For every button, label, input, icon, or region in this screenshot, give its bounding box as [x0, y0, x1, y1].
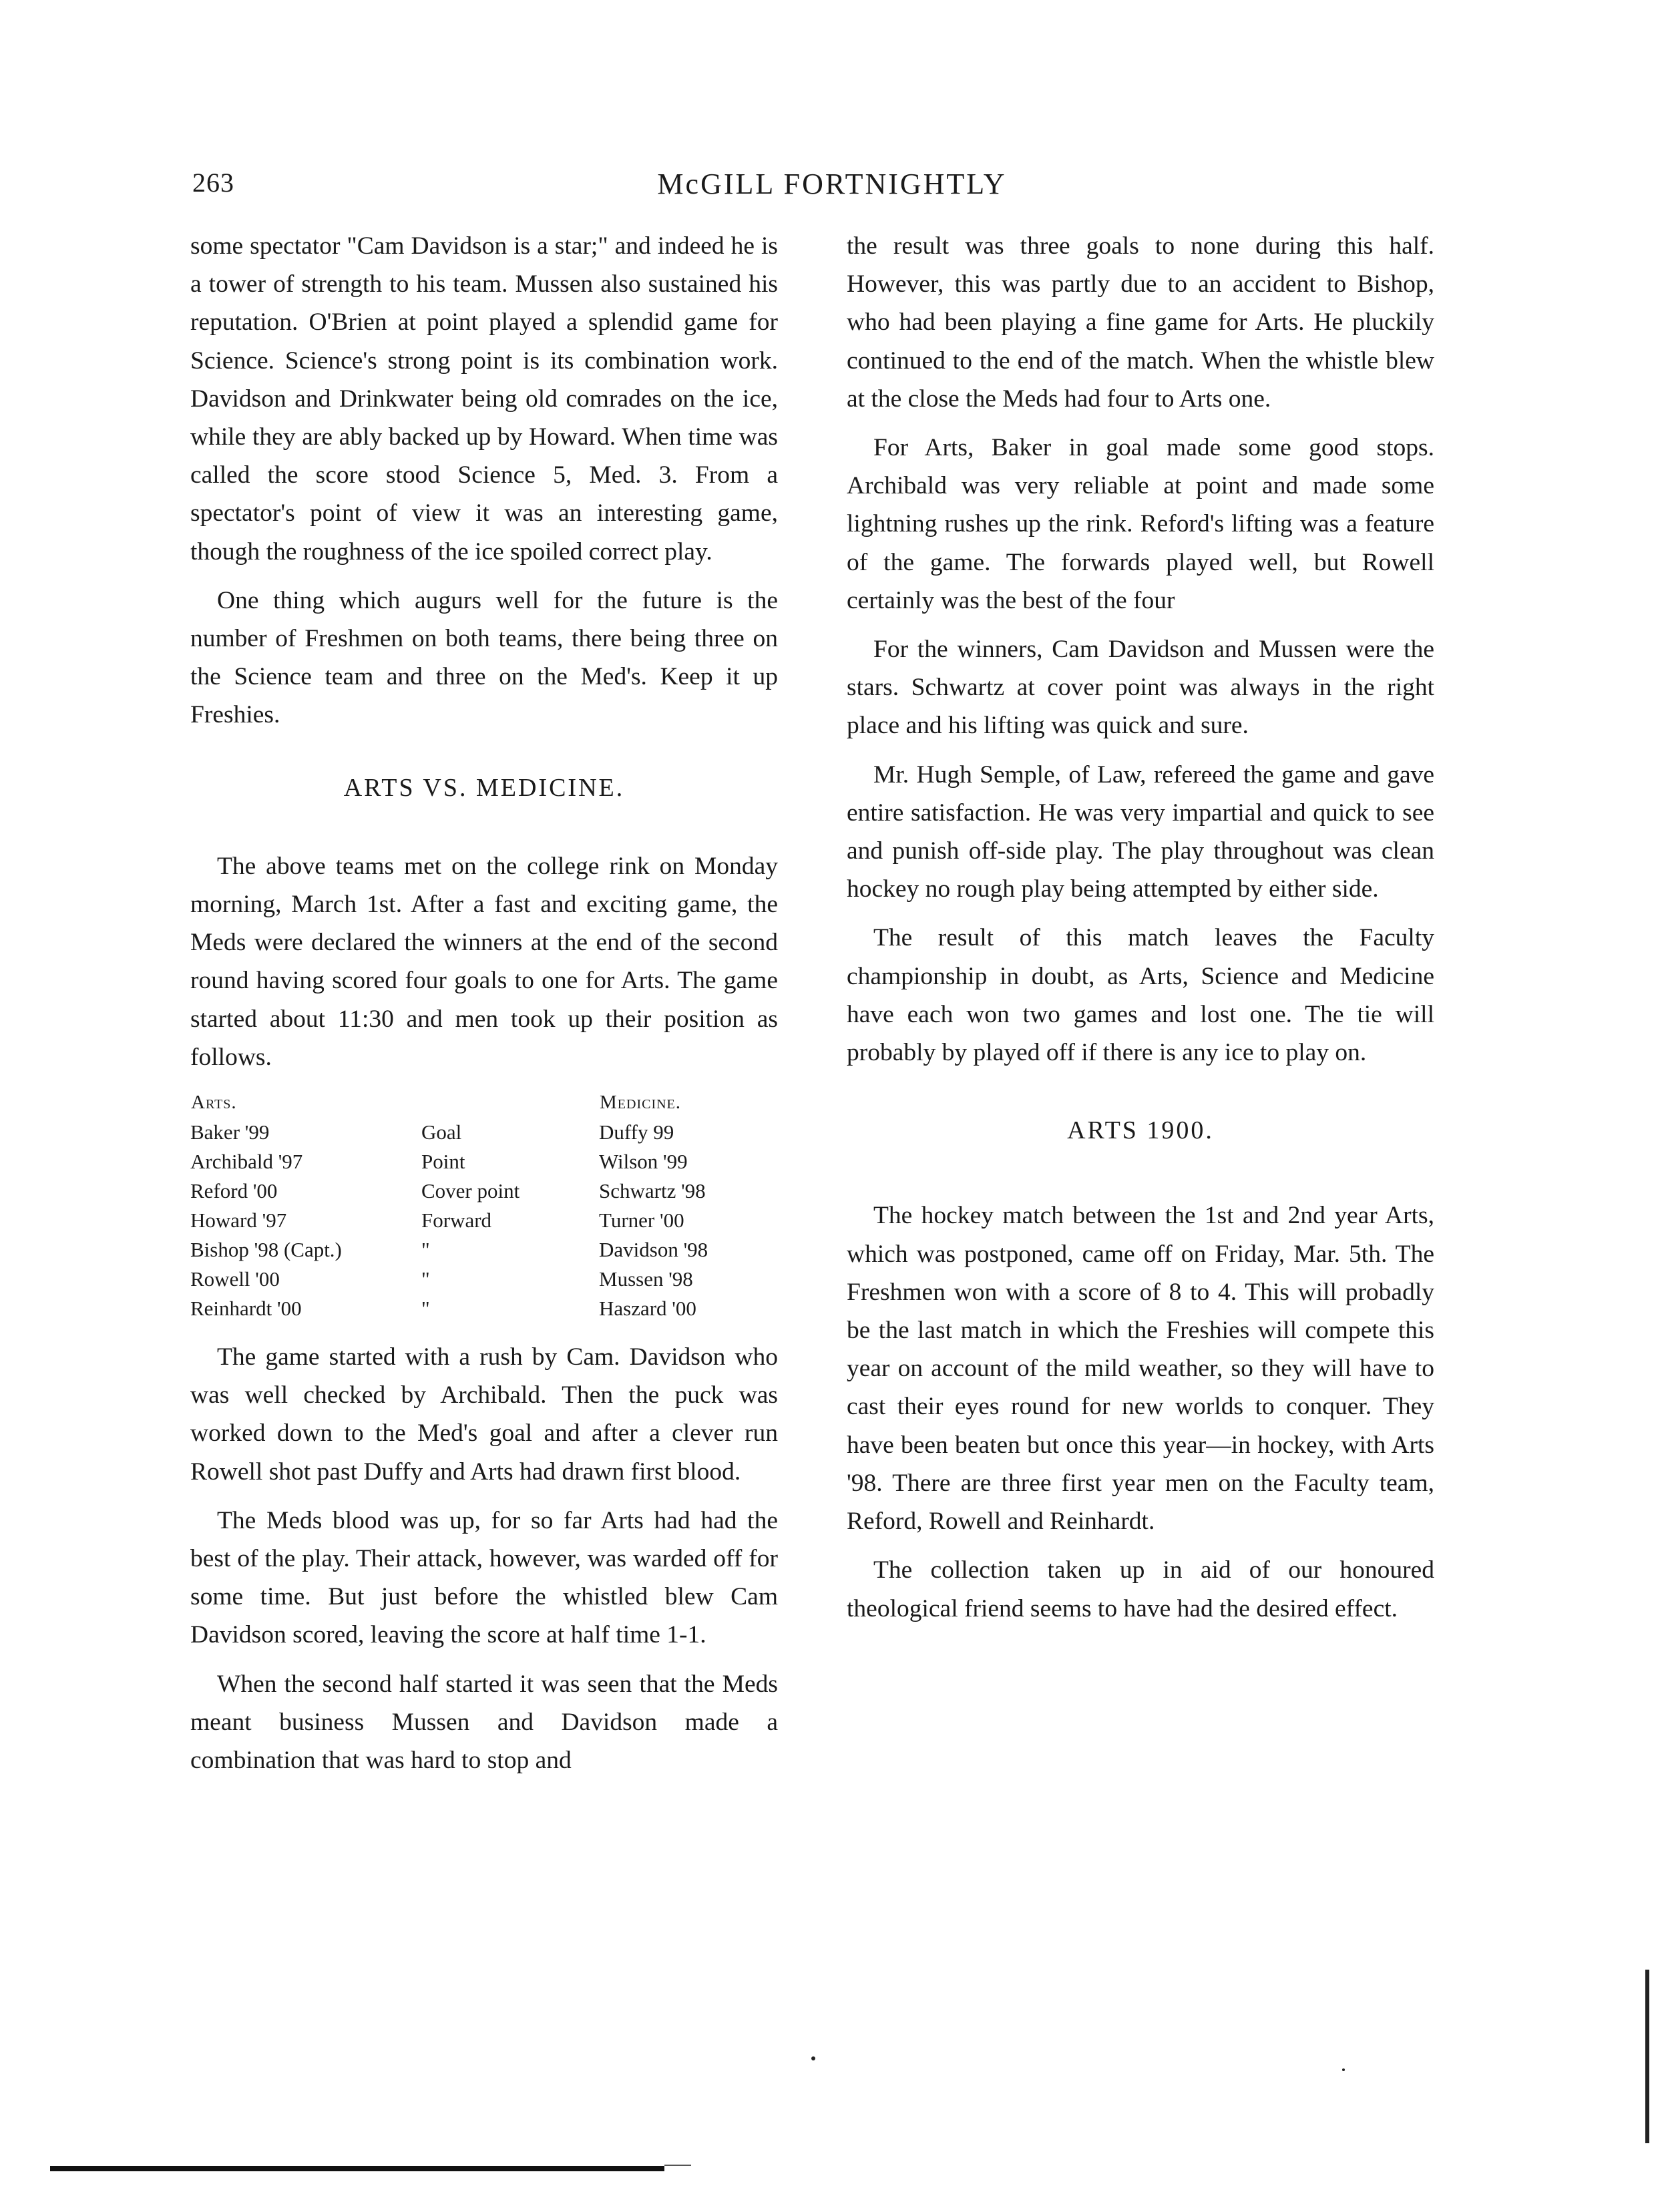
arts-player: Archibald '97 [190, 1150, 303, 1174]
lineup-row [190, 1294, 778, 1323]
medicine-player: Schwartz '98 [599, 1179, 706, 1203]
paragraph: the result was three goals to none during this half. However, this was partly due to an accident to Bishop, who had been playing a fine game for Arts. He pluckily continued to the end of the match. When the whistle blew at the close the Meds had four to Arts one. [847, 232, 1434, 413]
lineup-table [190, 1087, 778, 1323]
scan-edge-mark [1645, 1970, 1649, 2143]
paragraph: The result of this match leaves the Faculty championship in doubt, as Arts, Science and Medicine have each won two games and lost one. The tie will probably by played off if there is any ice to play on. [847, 924, 1434, 1067]
position: Cover point [421, 1179, 520, 1203]
lineup-row [190, 1206, 778, 1235]
lineup-header-row [190, 1087, 778, 1118]
arts-player: Bishop '98 (Capt.) [190, 1238, 342, 1262]
paragraph: The game started with a rush by Cam. Davidson who was well checked by Archibald. Then the puck was worked down to the Med's goal and after a clever run Rowell shot past Duffy and Arts had drawn first blood. [190, 1343, 778, 1486]
medicine-player: Mussen '98 [599, 1267, 693, 1291]
arts-player: Reford '00 [190, 1179, 278, 1203]
paragraph: The Meds blood was up, for so far Arts had had the best of the play. Their attack, however, was warded off for some time. But just before the whistled blew Cam Davidson scored, leaving the score at half time 1-1. [190, 1506, 778, 1649]
paragraph: some spectator "Cam Davidson is a star;" and indeed he is a tower of strength to his team. Mussen also sustained his reputation. O'Brien at point played a splendid game for Science. Science's strong point is its combination work. Davidson and Drinkwater being old comrades on the ice, while they are ably backed up by Howard. When time was called the score stood Science 5, Med. 3. From a spectator's point of view it was an interesting game, though the roughness of the ice spoiled correct play. [190, 232, 778, 566]
lineup-row [190, 1147, 778, 1176]
paragraph: For Arts, Baker in goal made some good stops. Archibald was very reliable at point and made some lightning rushes up the rink. Reford's lifting was a feature of the game. The forwards played well, but Rowell certainly was the best of the four [847, 434, 1434, 614]
scan-speck [811, 2056, 815, 2060]
right-column [847, 227, 1434, 1638]
scan-speck [1342, 2068, 1345, 2071]
left-column [190, 227, 778, 1790]
position: " [421, 1297, 430, 1321]
page-number: 263 [192, 168, 234, 198]
scan-edge-rule [50, 2166, 664, 2171]
position: " [421, 1238, 430, 1262]
medicine-player: Davidson '98 [599, 1238, 708, 1262]
paragraph: The hockey match between the 1st and 2nd year Arts, which was postponed, came off on Friday, Mar. 5th. The Freshmen won with a score of 8 to 4. This will probadly be the last match in which the Freshies will compete this year on account of the mild weather, so they will have to cast their eyes round for new worlds to conquer. They have been beaten but once this year—in hockey, with Arts '98. There are three first year men on the Faculty team, Reford, Rowell and Reinhardt. [847, 1202, 1434, 1536]
arts-player: Howard '97 [190, 1208, 287, 1233]
medicine-player: Haszard '00 [599, 1297, 696, 1321]
lineup-row [190, 1235, 778, 1265]
arts-player: Baker '99 [190, 1120, 270, 1144]
medicine-player: Wilson '99 [599, 1150, 688, 1174]
paragraph: The collection taken up in aid of our honoured theological friend seems to have had the desired effect. [847, 1556, 1434, 1622]
lineup-row [190, 1118, 778, 1147]
paragraph: For the winners, Cam Davidson and Mussen were the stars. Schwartz at cover point was always in the right place and his lifting was quick and sure. [847, 636, 1434, 740]
scan-edge-rule-tail [664, 2165, 691, 2166]
paragraph: Mr. Hugh Semple, of Law, refereed the game and gave entire satisfaction. He was very impartial and quick to see and punish off-side play. The play throughout was clean hockey no rough play being attempted by either side. [847, 760, 1434, 903]
lineup-header-medicine: Medicine. [600, 1092, 682, 1114]
paragraph: When the second half started it was seen that the Meds meant business Mussen and Davidson made a combination that was hard to stop and [190, 1670, 778, 1775]
paragraph: One thing which augurs well for the future is the number of Freshmen on both teams, there being three on the Science team and three on the Med's. Keep it up Freshies. [190, 586, 778, 729]
lineup-header-arts: Arts. [191, 1092, 237, 1114]
lineup-row [190, 1265, 778, 1294]
position: Forward [421, 1208, 492, 1233]
paragraph: The above teams met on the college rink on Monday morning, March 1st. After a fast and exciting game, the Meds were declared the winners at the end of the second round having scored four goals to one for Arts. The game started about 11:30 and men took up their position as follows. [190, 852, 778, 1071]
position: Point [421, 1150, 465, 1174]
medicine-player: Turner '00 [599, 1208, 684, 1233]
lineup-header-position [421, 1087, 599, 1118]
medicine-player: Duffy 99 [599, 1120, 674, 1144]
running-head: McGILL FORTNIGHTLY [657, 168, 1007, 200]
arts-player: Rowell '00 [190, 1267, 280, 1291]
lineup-row [190, 1176, 778, 1206]
position: " [421, 1267, 430, 1291]
arts-player: Reinhardt '00 [190, 1297, 302, 1321]
section-title-arts-vs-medicine: ARTS VS. MEDICINE. [343, 773, 625, 802]
position: Goal [421, 1120, 462, 1144]
section-title-arts-1900: ARTS 1900. [1067, 1116, 1214, 1145]
